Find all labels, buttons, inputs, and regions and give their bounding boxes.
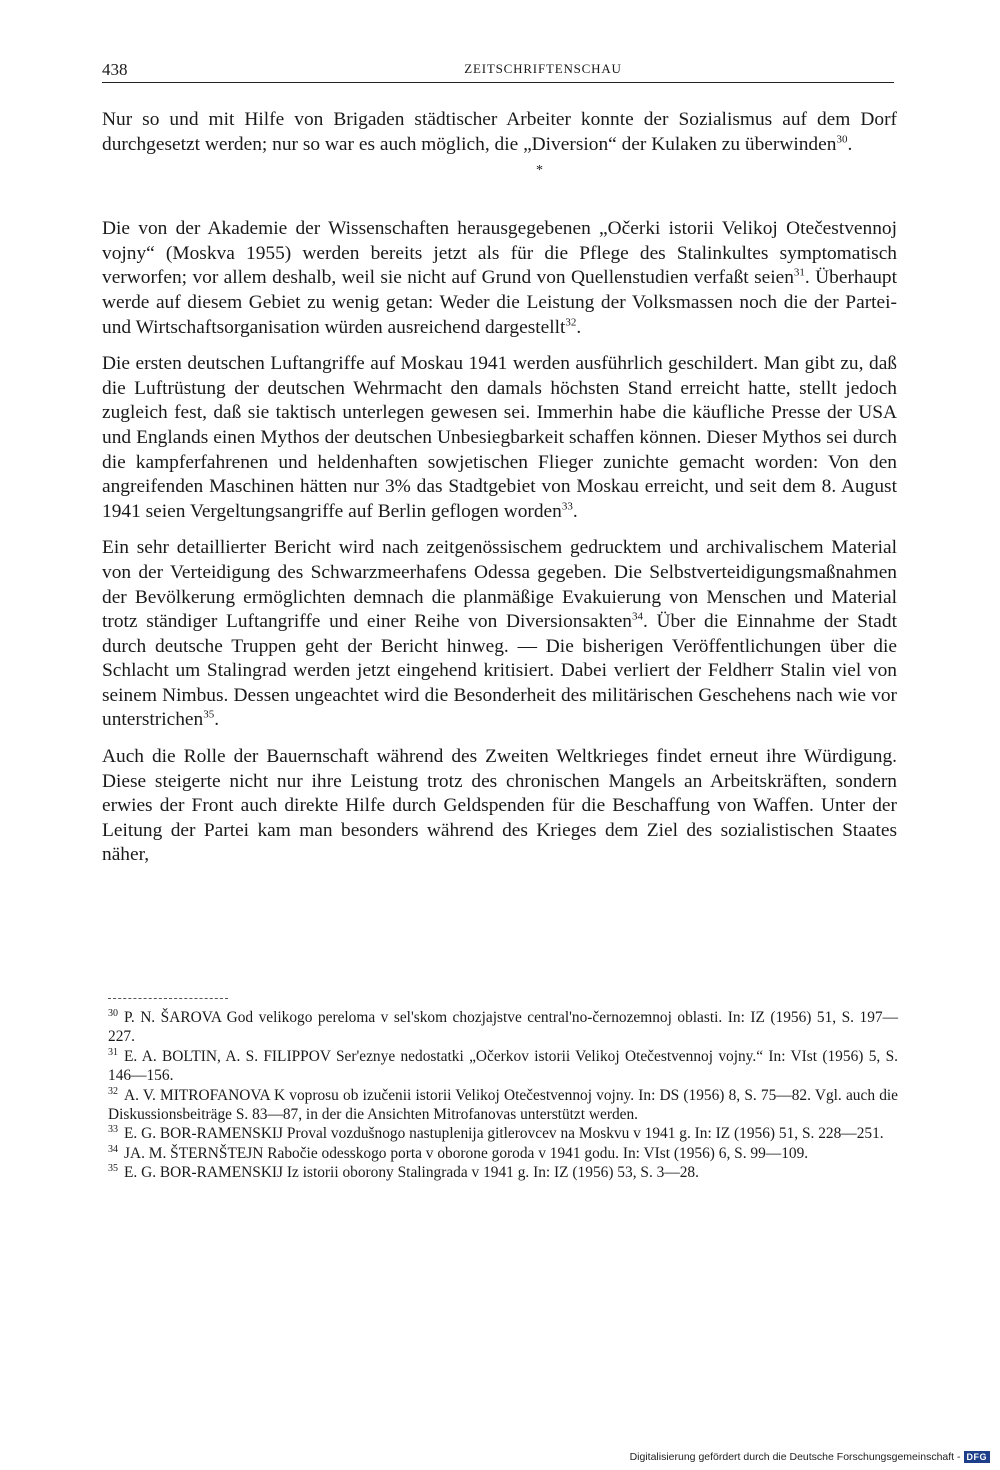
paragraph-3-end: .: [572, 500, 578, 522]
footnote-text: JA. M. ŠTERNŠTEJN Rabočie odesskogo porta v oborone goroda v 1941 godu. In: VIst (1956) 6, S. 99—109.: [124, 1144, 809, 1162]
dfg-logo: DFG: [964, 1451, 991, 1463]
paragraph-4-text-a: Ein sehr detaillierter Bericht wird nach zeitgenössischem gedrucktem und archivalischem Material von der Verteidigung des Schwarzmeerhafens Odessa gegeben. Die Selbstverteidigungsmaßnahmen der Bevölkerung ermöglichten demnach die planmäßige Evakuierung von Menschen und Material trotz ständiger Luftangriffe und einer Reihe von Diversionsakten: [102, 537, 897, 633]
paragraph-2-text-a: Die von der Akademie der Wissenschaften herausgegebenen „Očerki istorii Velikoj Otečestvennoj vojny“ (Moskva 1955) werden bereits jetzt als für die Pflege des Stalinkultes symptomatisch verworfen; vor allem deshalb, weil sie nicht auf Grund von Quellenstudien verfaßt seien: [102, 218, 897, 289]
paragraph-3-text: Die ersten deutschen Luftangriffe auf Moskau 1941 werden ausführlich geschildert. Man gibt zu, daß die Luftrüstung der deutschen Wehrmacht den damals höchsten Stand erreicht hatte, stellt jedoch zugleich fest, daß sie taktisch unterlegen gewesen sei. Immerhin habe die käufliche Presse der USA und Englands einen Mythos der deutschen Unbesiegbarkeit schaffen können. Dieser Mythos sei durch die kampferfahrenen und heldenhaften sowjetischen Flieger zunichte gemacht worden: Von den angreifenden Maschinen hätten nur 3% das Stadtgebiet von Moskau erreicht, und seit dem 8. August 1941 seien Vergeltungsangriffe auf Berlin geflogen worden: [102, 353, 897, 522]
paragraph-1-text: Nur so und mit Hilfe von Brigaden städtischer Arbeiter konnte der Sozialismus auf dem Dorf durchgesetzt werden; nur so war es auch möglich, die „Diversion“ der Kulaken zu überwinden: [102, 109, 897, 155]
paragraph-1: [102, 108, 897, 157]
footnote-30: [108, 1008, 898, 1047]
footnote-ref-34: 34: [632, 610, 644, 623]
footnote-text: E. A. BOLTIN, A. S. FILIPPOV Ser'eznye nedostatki „Očerkov istorii Velikoj Otečestvennoj vojny.“ In: VIst (1956) 5, S. 146—156.: [108, 1047, 898, 1085]
paragraph-5: [102, 745, 897, 868]
page-number: 438: [102, 60, 128, 79]
paragraph-1-end: .: [847, 133, 853, 155]
footnote-text: E. G. BOR-RAMENSKIJ Proval vozdušnogo nastuplenija gitlerovcev na Moskvu v 1941 g. In: IZ (1956) 51, S. 228—251.: [124, 1125, 884, 1143]
paragraph-3: [102, 352, 897, 524]
footnote-ref-30: 30: [836, 133, 848, 146]
footnote-34: [108, 1144, 898, 1163]
footnotes: [108, 1008, 898, 1183]
footnote-number: 31: [108, 1046, 118, 1058]
footnote-number: 30: [108, 1007, 118, 1019]
footnote-number: 33: [108, 1124, 118, 1136]
footnote-divider: [108, 998, 228, 999]
paragraph-5-text: Auch die Rolle der Bauernschaft während des Zweiten Weltkrieges findet erneut ihre Würdigung. Diese steigerte nicht nur ihre Leistung trotz des chronischen Mangels an Arbeitskräften, sondern erwies der Front auch direkte Hilfe durch Geldspenden für die Beschaffung von Waffen. Unter der Leitung der Partei kam man besonders während des Krieges dem Ziel des sozialistischen Staates näher,: [102, 746, 897, 866]
paragraph-4-text-b: . Über die Einnahme der Stadt durch deutsche Truppen geht der Bericht hinweg. — Die bisherigen Veröffentlichungen über die Schlacht um Stalingrad werden jetzt eingehend kritisiert. Dabei verliert der Feldherr Stalin viel von seinem Nimbus. Dessen ungeachtet wird die Besonderheit des militärischen Geschehens nach wie vor unterstrichen: [102, 611, 897, 731]
paragraph-2-text-b: . Überhaupt werde auf diesem Gebiet zu wenig getan: Weder die Leistung der Volksmassen noch die der Partei- und Wirtschaftsorganisation würden ausreichend dargestellt: [102, 267, 897, 338]
footnote-ref-32: 32: [565, 316, 577, 329]
main-text: [102, 108, 897, 868]
digitization-credit: [630, 1451, 990, 1463]
credit-text: Digitalisierung gefördert durch die Deutsche Forschungsgemeinschaft -: [629, 1451, 961, 1463]
page-header: [102, 58, 894, 83]
footnote-number: 32: [108, 1085, 118, 1097]
footnote-33: [108, 1124, 898, 1143]
paragraph-2-end: .: [576, 316, 582, 338]
section-separator: *: [536, 163, 543, 179]
footnote-35: [108, 1163, 898, 1182]
footnote-number: 34: [108, 1143, 118, 1155]
paragraph-2: [102, 217, 897, 340]
paragraph-4: [102, 536, 897, 733]
paragraph-4-end: .: [214, 709, 220, 731]
footnote-32: [108, 1086, 898, 1125]
footnote-text: P. N. ŠAROVA God velikogo pereloma v sel'skom chozjajstve central'no-černozemnoj oblasti. In: IZ (1956) 51, S. 197—227.: [108, 1009, 898, 1046]
footnote-text: A. V. MITROFANOVA K voprosu ob izučenii istorii Velikoj Otečestvennoj vojny. In: DS (1956) 8, S. 75—82. Vgl. auch die Diskussionsbeiträge S. 83—87, in der die Ansichten Mitrofanovas unterstützt werden.: [108, 1086, 898, 1124]
footnote-text: E. G. BOR-RAMENSKIJ Iz istorii oborony Stalingrada v 1941 g. In: IZ (1956) 53, S. 3—28.: [124, 1164, 699, 1182]
footnote-ref-33: 33: [561, 500, 573, 513]
footnote-number: 35: [108, 1163, 118, 1175]
footnote-31: [108, 1047, 898, 1086]
running-title: ZEITSCHRIFTENSCHAU: [464, 61, 622, 76]
footnote-ref-35: 35: [203, 709, 215, 721]
footnote-ref-31: 31: [793, 266, 805, 279]
